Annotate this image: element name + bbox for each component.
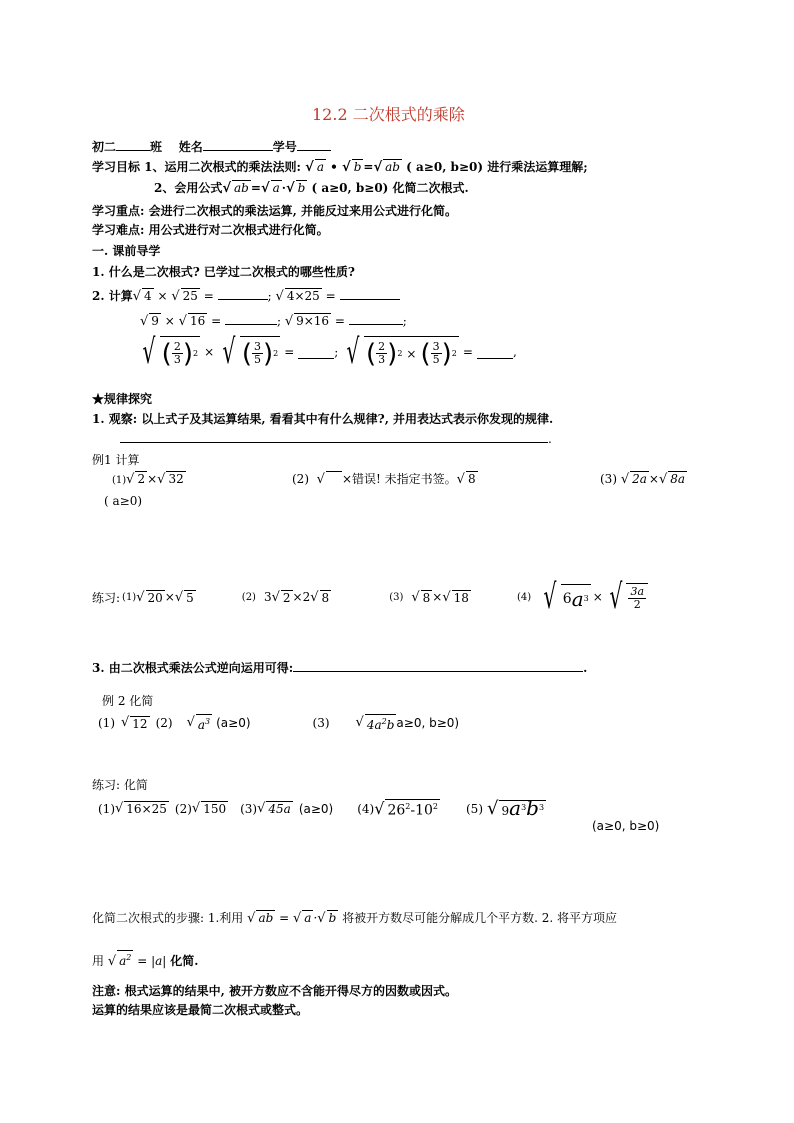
variable: a (197, 718, 206, 732)
sqrt-icon: √ (411, 589, 420, 605)
radicand (196, 714, 212, 732)
question-2-row3: √ ( $\frac{2}{3}$ ) 2 × √ ( $\frac{3}{5}$ ) 2 = ; √ ( $\frac{2}{3}$ ) 2 × ( $\frac{3}{5}$ ) 2 = , (138, 332, 517, 372)
variable: a (509, 795, 522, 820)
denominator: 5 (432, 353, 440, 366)
item-number: (3) (312, 716, 330, 730)
goal2-text: 2、会用公式 (154, 181, 223, 195)
sqrt-icon: √ (285, 181, 295, 196)
sqrt-icon: √ (257, 801, 266, 816)
times: × (164, 314, 175, 328)
equals: = (203, 289, 214, 303)
times: × (406, 346, 417, 361)
sqrt-icon: √ (355, 715, 364, 730)
sqrt-icon: √ (107, 954, 117, 969)
name-blank[interactable] (203, 138, 273, 151)
period: . (583, 661, 588, 675)
practice2-row (98, 795, 546, 820)
answer-blank[interactable] (225, 312, 277, 325)
sqrt-icon: √ (136, 589, 145, 605)
radicand: 12 (132, 716, 148, 731)
class-blank[interactable] (116, 138, 150, 151)
radicand: 18 (453, 590, 469, 605)
exponent: 2 (397, 349, 403, 358)
sqrt-icon: √ (373, 160, 383, 175)
sqrt-icon: √ (171, 289, 180, 304)
term: -10 (410, 802, 433, 819)
item-number: (2) (155, 716, 173, 730)
radicand: a (304, 911, 312, 925)
answer-blank[interactable] (218, 287, 268, 300)
sqrt-expression (605, 577, 648, 617)
sqrt-icon: √ (442, 589, 451, 605)
sqrt-icon: √ (609, 577, 623, 617)
times: × (157, 289, 168, 303)
item-number: (4) (357, 801, 375, 816)
radicand: ab (385, 160, 400, 174)
item-number: (2) (292, 472, 309, 486)
sqrt-icon: √ (620, 472, 630, 487)
exponent: 3 (521, 802, 527, 812)
equals: = (211, 314, 222, 328)
sqrt-expression: √ ( $\frac{3}{5}$ ) 2 (222, 332, 279, 372)
radicand: 8 (321, 590, 330, 605)
learning-goal-2 (154, 180, 469, 197)
sqrt-icon: √ (456, 472, 465, 487)
dot: · (281, 181, 286, 195)
radicand: ab (258, 911, 274, 925)
sqrt-icon: √ (284, 314, 294, 329)
answer-blank[interactable] (293, 659, 583, 672)
question-2-label: 2. 计算 (92, 289, 133, 303)
variable: b (386, 718, 395, 732)
sqrt-icon: √ (260, 181, 270, 196)
sqrt-icon: √ (374, 799, 385, 818)
exponent: 3 (205, 717, 211, 726)
item-number: (2) (174, 801, 192, 816)
exponent: 2 (273, 349, 279, 358)
sqrt-expression (539, 577, 591, 617)
sqrt-icon: √ (140, 314, 149, 329)
sqrt-expression: √ ( $\frac{2}{3}$ ) 2 × ( $\frac{3}{5}$ ) 2 (346, 332, 457, 372)
note-1: 注意: 根式运算的结果中, 被开方数应不含能开得尽方的因数或因式。 (92, 984, 457, 998)
page-title: 12.2 二次根式的乘除 (312, 105, 465, 124)
question-2-row2: √ 9 × √ 16 = ; √ 9×16 = ; (140, 314, 407, 329)
radicand (499, 795, 546, 820)
multiplier: ×2 (292, 590, 311, 604)
radicand: 32 (168, 472, 184, 486)
sqrt-icon: √ (126, 472, 135, 487)
radicand: 20 (147, 590, 163, 605)
numerator: 3a (630, 585, 645, 598)
radicand: 8a (670, 472, 686, 486)
equals: = (284, 345, 295, 359)
answer-blank[interactable] (477, 346, 513, 359)
sqrt-icon: √ (316, 472, 325, 487)
denominator: 3 (378, 353, 386, 366)
sqrt-icon: √ (271, 589, 280, 605)
sqrt-icon: √ (543, 577, 557, 617)
exponent: 3 (538, 802, 545, 812)
goal2-condition: ( a≥0, b≥0) 化简二次根式. (311, 181, 469, 195)
radicand: 5 (186, 590, 194, 605)
answer-blank[interactable] (298, 346, 334, 359)
variable: a (119, 954, 127, 968)
times: × (204, 345, 215, 359)
example1-condition: ( a≥0) (104, 494, 143, 508)
radicand (385, 799, 440, 818)
term: 4a (366, 718, 382, 732)
sqrt-icon: √ (346, 332, 360, 372)
learning-goal-1 (92, 159, 588, 176)
coefficient: 6 (562, 590, 572, 607)
practice-label: 练习: (92, 590, 121, 605)
answer-blank[interactable] (340, 287, 400, 300)
condition: (a≥0) (298, 801, 334, 816)
condition: a≥0, b≥0) (396, 716, 460, 730)
item-number: (1) (98, 801, 115, 816)
radicand: 25 (182, 289, 198, 303)
grade-label: 初二 (92, 140, 117, 154)
item-number: (1) (112, 475, 127, 486)
exponent: 2 (451, 349, 457, 358)
sqrt-icon: √ (275, 289, 284, 304)
exponent: 2 (405, 802, 411, 812)
radicand: 4 (144, 289, 152, 303)
sqrt-expression: √ ( $\frac{2}{3}$ ) 2 (142, 332, 199, 372)
reverse-text: 3. 由二次根式乘法公式逆向运用可得: (92, 661, 294, 675)
sqrt-icon: √ (222, 332, 236, 372)
key-point: 学习重点: 会进行二次根式的乘法运算, 并能反过来用公式进行化简。 (92, 204, 457, 218)
example1-label: 例1 计算 (92, 453, 140, 467)
sqrt-icon: √ (293, 911, 302, 926)
radicand: 150 (203, 802, 227, 816)
sqrt-icon: √ (222, 181, 232, 196)
exponent: 2 (192, 349, 199, 358)
radicand: a (316, 160, 324, 174)
observe-text: 1. 观察: 以上式子及其运算结果, 看看其中有什么规律?, 并用表达式表示你发现的规律. (92, 412, 554, 426)
explore-heading: ★规律探究 (92, 392, 153, 406)
example2-row (98, 714, 459, 732)
exponent: 2 (126, 953, 132, 962)
sqrt-icon: √ (247, 911, 256, 926)
radicand (365, 714, 397, 732)
exponent: 2 (432, 802, 438, 812)
absolute-value: |a| (151, 954, 167, 968)
item-number: (2) (241, 591, 256, 603)
sqrt-icon: √ (317, 911, 326, 926)
practice2-label: 练习: 化简 (92, 778, 148, 792)
example2-label: 例 2 化简 (102, 694, 154, 708)
radicand: 2 (282, 590, 291, 605)
difficulty-point: 学习难点: 用公式进行对二次根式进行化简。 (92, 223, 329, 237)
steps-text: 化简. (170, 954, 199, 968)
item-number: (3) (389, 591, 404, 603)
radicand: 4×25 (286, 289, 320, 303)
example1-item2 (292, 471, 478, 488)
radicand (117, 950, 133, 968)
radicand: ab (234, 181, 249, 195)
simplify-steps-line1 (92, 910, 617, 927)
equals: = (363, 160, 374, 174)
numerator: 3 (432, 340, 440, 353)
denominator: 2 (633, 598, 641, 611)
exponent: 2 (381, 717, 387, 726)
note-2: 运算的结果应该是最简二次根式或整式。 (92, 1003, 309, 1017)
steps-text: 化简二次根式的步骤: 1.利用 (92, 911, 244, 925)
practice1-row: 练习: (1) √ 20 × √ 5 (2) 3 √ 2 ×2 √ 8 (3) √ 8 × √ 18 (4) √ 6 a 3 × √ $\frac{3a}{2}$ (92, 577, 648, 617)
sqrt-icon: √ (121, 715, 130, 730)
item-number: (3) (240, 801, 258, 816)
equals: = (250, 181, 261, 195)
goal1-text: 学习目标 1、运用二次根式的乘法法则: (92, 160, 301, 174)
id-label: 学号 (272, 140, 297, 154)
goal1-condition: ( a≥0, b≥0) 进行乘法运算理解; (406, 160, 588, 174)
dot: • (330, 160, 338, 174)
exponent: 3 (583, 594, 589, 603)
numerator: 2 (378, 340, 386, 353)
sqrt-icon: √ (191, 801, 201, 816)
denominator: 3 (173, 353, 181, 366)
reverse-formula (92, 659, 587, 676)
name-label: 姓名 (178, 140, 203, 154)
item-number: (5) (466, 801, 483, 816)
coefficient: 9 (501, 803, 510, 818)
item-number: (1) (122, 591, 137, 603)
answer-blank[interactable] (349, 312, 403, 325)
term: 26 (387, 802, 406, 819)
radicand: b (328, 911, 337, 925)
equals: = (137, 954, 148, 968)
simplify-steps-line2 (92, 950, 198, 970)
sqrt-icon: √ (174, 589, 184, 605)
id-blank[interactable] (297, 138, 331, 151)
radicand: a (272, 181, 280, 195)
radicand: b (353, 160, 362, 174)
section1-heading: 一. 课前导学 (92, 244, 161, 258)
numerator: 3 (253, 340, 261, 353)
equals: = (462, 345, 473, 359)
dot: · (313, 911, 318, 925)
radicand: 45a (268, 802, 291, 816)
sqrt-icon: √ (157, 472, 166, 487)
answer-blank[interactable] (120, 430, 548, 443)
sqrt-icon: √ (142, 332, 156, 372)
item-number: (3) (600, 472, 617, 486)
equals: = (325, 289, 336, 303)
radicand: 2a (632, 472, 647, 486)
item-number: (4) (516, 591, 532, 603)
sqrt-icon: √ (178, 314, 187, 329)
sqrt-icon: √ (487, 798, 499, 819)
example1-item1: (1)√ 2 ×√ 32 (112, 472, 184, 487)
student-info-line (92, 138, 331, 155)
sqrt-icon: √ (342, 160, 351, 175)
radicand: 9 (151, 314, 159, 328)
numerator: 2 (173, 340, 181, 353)
equals: = (334, 314, 345, 328)
condition: (a≥0) (216, 716, 251, 730)
question-2-row1: 2. 计算√ 4 × √ 25 = ; √ 4×25 = (92, 287, 400, 305)
radicand: 9×16 (296, 314, 330, 328)
variable: b (526, 795, 539, 820)
practice2-item5-condition: (a≥0, b≥0) (592, 819, 660, 833)
radicand: 2 (137, 472, 146, 486)
radicand: 8 (422, 590, 431, 605)
sqrt-icon: √ (658, 472, 668, 487)
error-text: ×错误! 未指定书签。 (341, 472, 457, 486)
class-label: 班 (150, 140, 163, 154)
example1-item3: (3) √ 2a ×√ 8a (600, 472, 686, 487)
steps-text: 用 (92, 954, 105, 968)
period: . (548, 432, 552, 446)
sqrt-icon: √ (186, 715, 195, 730)
sqrt-icon: √ (132, 289, 142, 304)
equals: = (279, 911, 290, 925)
coefficient: 3 (263, 590, 272, 604)
sqrt-icon: √ (310, 589, 319, 605)
item-number: (1) (98, 716, 115, 730)
variable: a (571, 586, 584, 611)
radicand: 16×25 (126, 802, 167, 816)
radicand: 8 (467, 472, 476, 486)
steps-text: 将被开方数尽可能分解成几个平方数. 2. 将平方项应 (342, 911, 617, 925)
question-1: 1. 什么是二次根式? 已学过二次根式的哪些性质? (92, 265, 355, 279)
observe-answer-line (120, 430, 552, 447)
radicand: 16 (189, 314, 206, 328)
sqrt-icon: √ (115, 801, 124, 816)
radicand: b (297, 181, 306, 195)
sqrt-icon: √ (305, 160, 314, 175)
denominator: 5 (253, 353, 261, 366)
